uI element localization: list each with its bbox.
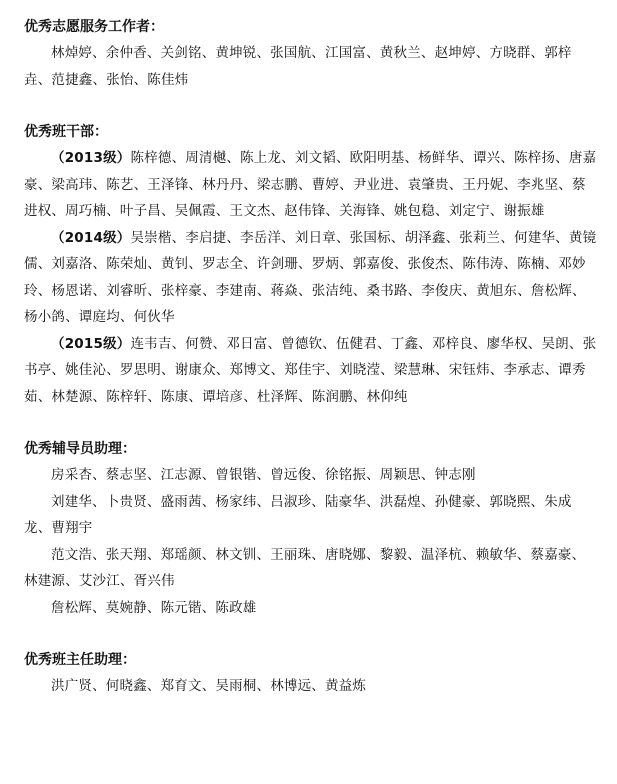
name-list (24, 331, 597, 411)
names: 连韦吉、何赞、邓日富、曾德钦、伍健君、丁鑫、邓梓良、廖华权、吴朗、张书亭、姚佳沁、罗思明、谢康众、郑博文、郑佳宇、刘晓滢、梁慧琳、宋钰炜、李承志、谭秀茹、林楚源、陈梓轩、陈康、谭培彦、杜泽辉、陈润鹏、林仰纯 (24, 335, 597, 405)
section-spacer (24, 621, 597, 647)
name-list: 范文浩、张天翔、郑瑶颜、林文钏、王丽珠、唐晓娜、黎毅、温泽杭、赖敏华、蔡嘉豪、林建源、艾沙江、胥兴伟 (24, 546, 586, 589)
section-headteacher-assistant (24, 647, 597, 700)
section-spacer (24, 93, 597, 119)
name-list: 洪广贤、何晓鑫、郑育文、吴雨桐、林博远、黄益炼 (51, 678, 367, 694)
section-title: 优秀班干部： (24, 124, 108, 140)
name-list: 房采杏、蔡志坚、江志源、曾银锴、曾远俊、徐铭振、周颖思、钟志刚 (51, 467, 476, 483)
section-class-cadre (24, 119, 597, 410)
section-counselor-assistant (24, 436, 597, 621)
name-list: 林焯婷、余仲香、关剑铭、黄坤锐、张国航、江国富、黄秋兰、赵坤婷、方晓群、郭梓垚、范捷鑫、张怡、陈佳炜 (24, 45, 572, 88)
name-list: 刘建华、卜贵贤、盛雨茜、杨家纬、吕淑珍、陆豪华、洪磊煌、孙健豪、郭晓熙、朱成龙、曹翔宇 (24, 493, 572, 536)
section-title: 优秀志愿服务工作者： (24, 19, 164, 35)
names: 吴崇楷、李启捷、李岳洋、刘日章、张国标、胡泽鑫、张莉兰、何建华、黄镜儒、刘嘉洛、陈荣灿、黄钊、罗志全、许剑珊、罗炳、郭嘉俊、张俊杰、陈伟涛、陈楠、邓妙玲、杨恩诺、刘睿昕、张梓豪、李建南、蒋焱、张洁纯、桑书路、李俊庆、黄旭东、詹松辉、杨小鸽、谭庭均、何伙华 (24, 229, 597, 325)
section-title: 优秀辅导员助理： (24, 441, 136, 457)
name-list (24, 225, 597, 331)
section-title: 优秀班主任助理： (24, 652, 136, 668)
grade-label: （2013级） (51, 150, 131, 166)
names: 陈梓德、周清樾、陈上龙、刘文韬、欧阳明基、杨鲜华、谭兴、陈梓扬、唐嘉豪、梁高玮、陈艺、王泽锋、林丹丹、梁志鹏、曹婷、尹业进、袁肇贵、王丹妮、李兆坚、蔡进权、周巧楠、叶子昌、吴佩霞、王文杰、赵伟锋、关海锋、姚包稳、刘定宁、谢振雄 (24, 150, 597, 219)
name-list: 詹松辉、莫婉静、陈元锴、陈政雄 (51, 599, 257, 616)
name-list (24, 145, 597, 225)
grade-label: （2014级） (51, 229, 131, 246)
section-volunteer (24, 14, 597, 93)
section-spacer (24, 410, 597, 436)
grade-label: （2015级） (51, 335, 131, 352)
